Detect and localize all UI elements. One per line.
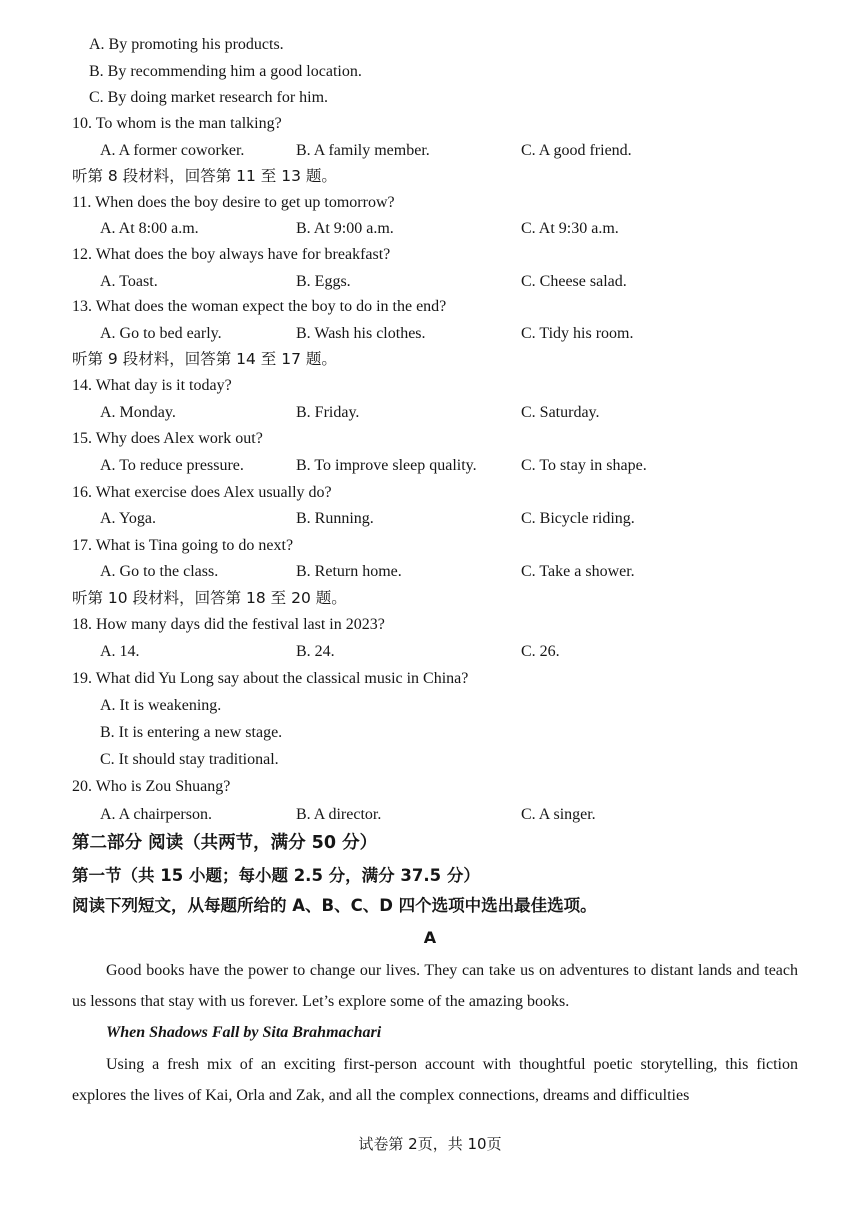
material-10-instruction: 听第 10 段材料，回答第 18 至 20 题。	[72, 589, 347, 607]
question-20	[72, 777, 230, 797]
question-stem: To whom is the man talking?	[95, 115, 282, 132]
question-stem: What did Yu Long say about the classical music in China?	[95, 670, 469, 687]
question-number: 11.	[72, 194, 92, 211]
q19-option-c: C. It should stay traditional.	[100, 751, 279, 768]
question-stem: Who is Zou Shuang?	[95, 778, 231, 795]
q14-option-a: A. Monday.	[100, 404, 176, 421]
q13-option-b: B. Wash his clothes.	[296, 325, 426, 342]
q12-option-b: B. Eggs.	[296, 273, 351, 290]
question-16	[72, 483, 332, 503]
q10-option-c: C. A good friend.	[521, 142, 632, 159]
paragraph-text: Good books have the power to change our lives. They can take us on adventures to distant lands and teach us lessons that stay with us forever. Let’s explore some of the amazing books.	[72, 962, 798, 1010]
q18-option-c: C. 26.	[521, 643, 560, 660]
question-stem: How many days did the festival last in 2023?	[96, 616, 385, 633]
q19-option-a: A. It is weakening.	[100, 697, 222, 714]
question-number: 20.	[72, 778, 92, 795]
q20-option-a: A. A chairperson.	[100, 806, 212, 823]
q17-option-c: C. Take a shower.	[521, 563, 635, 580]
material-8-instruction: 听第 8 段材料，回答第 11 至 13 题。	[72, 167, 337, 185]
question-17	[72, 536, 293, 556]
q11-option-b: B. At 9:00 a.m.	[296, 220, 394, 237]
q14-option-b: B. Friday.	[296, 404, 360, 421]
q12-option-a: A. Toast.	[100, 273, 158, 290]
paragraph-text: Using a fresh mix of an exciting first-person account with thoughtful poetic storytelling, this fiction explores the lives of Kai, Orla and Zak, and all the complex connections, dreams and difficulties	[72, 1056, 798, 1104]
q16-option-b: B. Running.	[296, 510, 374, 527]
q17-option-a: A. Go to the class.	[100, 563, 219, 580]
question-stem: What does the woman expect the boy to do in the end?	[95, 298, 447, 315]
book-title: When Shadows Fall by Sita Brahmachari	[106, 1024, 382, 1041]
question-11	[72, 193, 395, 213]
passage-label: A	[423, 928, 437, 947]
question-18	[72, 615, 385, 635]
question-stem: What does the boy always have for breakfast?	[95, 246, 391, 263]
part2-heading: 第二部分 阅读（共两节，满分 50 分）	[72, 833, 378, 853]
question-stem: What exercise does Alex usually do?	[95, 484, 332, 501]
passage-paragraph-1	[72, 955, 798, 1017]
reading-direction: 阅读下列短文，从每题所给的 A、B、C、D 四个选项中选出最佳选项。	[72, 896, 597, 915]
q10-option-b: B. A family member.	[296, 142, 430, 159]
question-19	[72, 669, 468, 689]
question-number: 14.	[72, 377, 92, 394]
question-number: 13.	[72, 298, 92, 315]
q11-option-a: A. At 8:00 a.m.	[100, 220, 199, 237]
question-stem: What is Tina going to do next?	[95, 537, 294, 554]
question-stem: When does the boy desire to get up tomorrow?	[95, 194, 395, 211]
q9-option-c: C. By doing market research for him.	[89, 89, 329, 106]
question-number: 18.	[72, 616, 92, 633]
q13-option-c: C. Tidy his room.	[521, 325, 634, 342]
question-stem: What day is it today?	[95, 377, 232, 394]
q9-option-b: B. By recommending him a good location.	[89, 63, 362, 80]
question-13	[72, 297, 446, 317]
q20-option-c: C. A singer.	[521, 806, 596, 823]
q11-option-c: C. At 9:30 a.m.	[521, 220, 619, 237]
question-10	[72, 114, 282, 134]
question-12	[72, 245, 390, 265]
q17-option-b: B. Return home.	[296, 563, 402, 580]
q15-option-c: C. To stay in shape.	[521, 457, 647, 474]
question-number: 16.	[72, 484, 92, 501]
question-number: 12.	[72, 246, 92, 263]
q18-option-b: B. 24.	[296, 643, 335, 660]
q15-option-b: B. To improve sleep quality.	[296, 457, 477, 474]
question-14	[72, 376, 232, 396]
passage-paragraph-2	[72, 1049, 798, 1111]
q16-option-a: A. Yoga.	[100, 510, 157, 527]
q18-option-a: A. 14.	[100, 643, 140, 660]
question-number: 17.	[72, 537, 92, 554]
material-9-instruction: 听第 9 段材料，回答第 14 至 17 题。	[72, 350, 337, 368]
q13-option-a: A. Go to bed early.	[100, 325, 222, 342]
section1-heading: 第一节（共 15 小题；每小题 2.5 分，满分 37.5 分）	[72, 866, 480, 885]
q15-option-a: A. To reduce pressure.	[100, 457, 244, 474]
q19-option-b: B. It is entering a new stage.	[100, 724, 283, 741]
q14-option-c: C. Saturday.	[521, 404, 600, 421]
q16-option-c: C. Bicycle riding.	[521, 510, 635, 527]
q12-option-c: C. Cheese salad.	[521, 273, 627, 290]
question-number: 15.	[72, 430, 92, 447]
q20-option-b: B. A director.	[296, 806, 382, 823]
q10-option-a: A. A former coworker.	[100, 142, 245, 159]
page-footer: 试卷第 2页，共 10页	[358, 1135, 502, 1153]
question-number: 19.	[72, 670, 92, 687]
q9-option-a: A. By promoting his products.	[89, 36, 284, 53]
question-stem: Why does Alex work out?	[95, 430, 263, 447]
question-number: 10.	[72, 115, 92, 132]
question-15	[72, 429, 263, 449]
